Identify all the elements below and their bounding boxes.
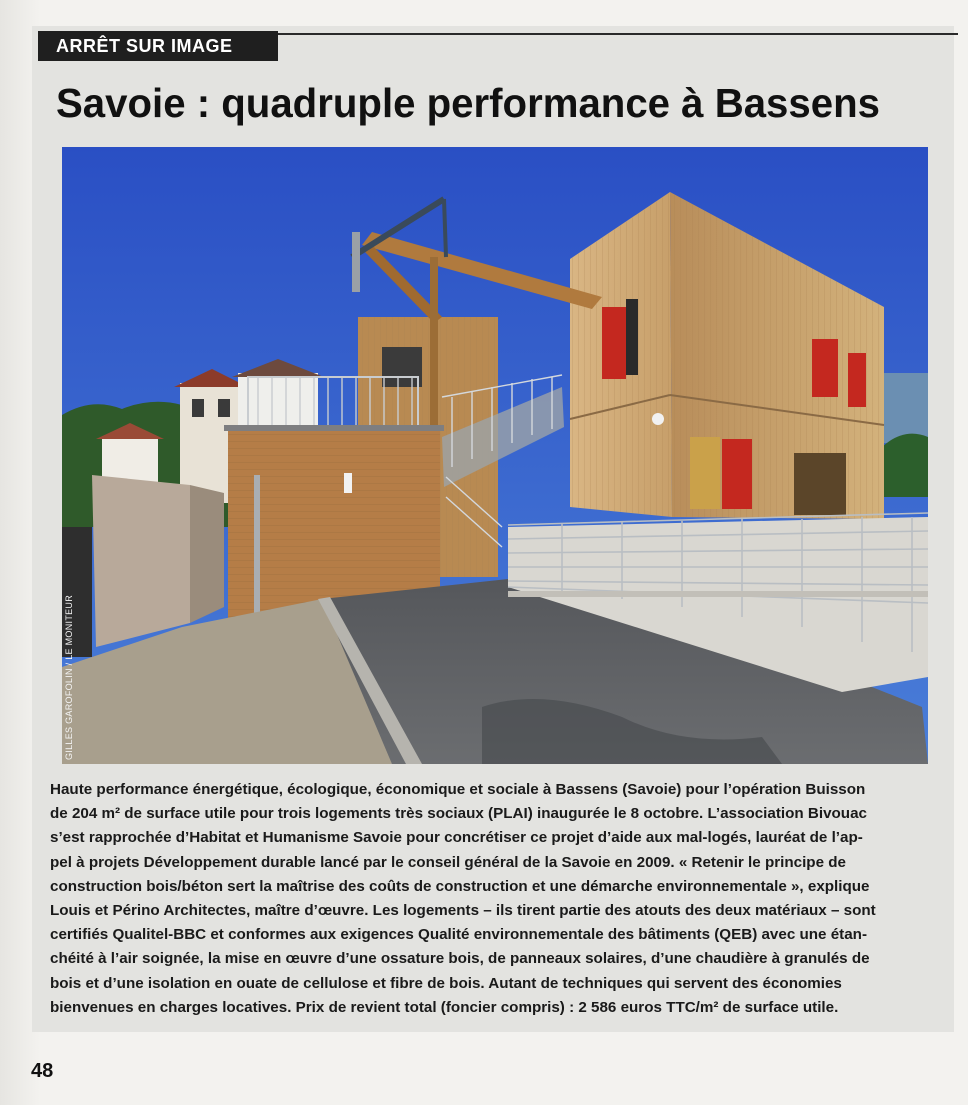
caption-line: de 204 m² de surface utile pour trois logements très sociaux (PLAI) inaugurée le 8 octobre. L’association Bivouac bbox=[50, 805, 867, 823]
page-number: 48 bbox=[31, 1060, 54, 1082]
caption-line: s’est rapprochée d’Habitat et Humanisme Savoie pour concrétiser ce projet d’aide aux mal-logés, lauréat de l’ap- bbox=[50, 829, 863, 847]
concrete-wall bbox=[92, 475, 190, 647]
caption-line: construction bois/béton sert la maîtrise des coûts de construction et une démarche environnementale », explique bbox=[50, 877, 870, 895]
caption-line: Haute performance énergétique, écologique, économique et sociale à Bassens (Savoie) pour l’opération Buisson bbox=[50, 781, 866, 798]
caption-line: chéité à l’air soignée, la mise en œuvre d’une ossature bois, de panneaux solaires, d’une chaudière à granulés de bbox=[50, 950, 870, 968]
photo-credit: GILLES GAROFOLIN / LE MONITEUR bbox=[64, 594, 74, 760]
caption-line: Louis et Périno Architectes, maître d’œuvre. Les logements – ils tirent partie des atouts des deux matériaux – sont bbox=[50, 902, 876, 920]
caption-line: bois et d’une isolation en ouate de cellulose et fibre de bois. Autant de techniques qui servent des économies bbox=[50, 974, 842, 992]
shutter bbox=[602, 307, 626, 379]
caption-line: certifiés Qualitel-BBC et conformes aux exigences Qualité environnementale des bâtiments (QEB) avec une étan- bbox=[50, 926, 867, 944]
caption-line: bienvenues en charges locatives. Prix de revient total (foncier compris) : 2 586 euros TTC/m² de surface utile. bbox=[50, 998, 839, 1016]
section-tag: ARRÊT SUR IMAGE bbox=[38, 31, 278, 61]
headline: Savoie : quadruple performance à Bassens bbox=[56, 80, 880, 126]
article-caption bbox=[50, 778, 940, 1020]
caption-line: pel à projets Développement durable lancé par le conseil général de la Savoie en 2009. « Retenir le principe de bbox=[50, 853, 846, 871]
article-photo bbox=[62, 147, 928, 764]
